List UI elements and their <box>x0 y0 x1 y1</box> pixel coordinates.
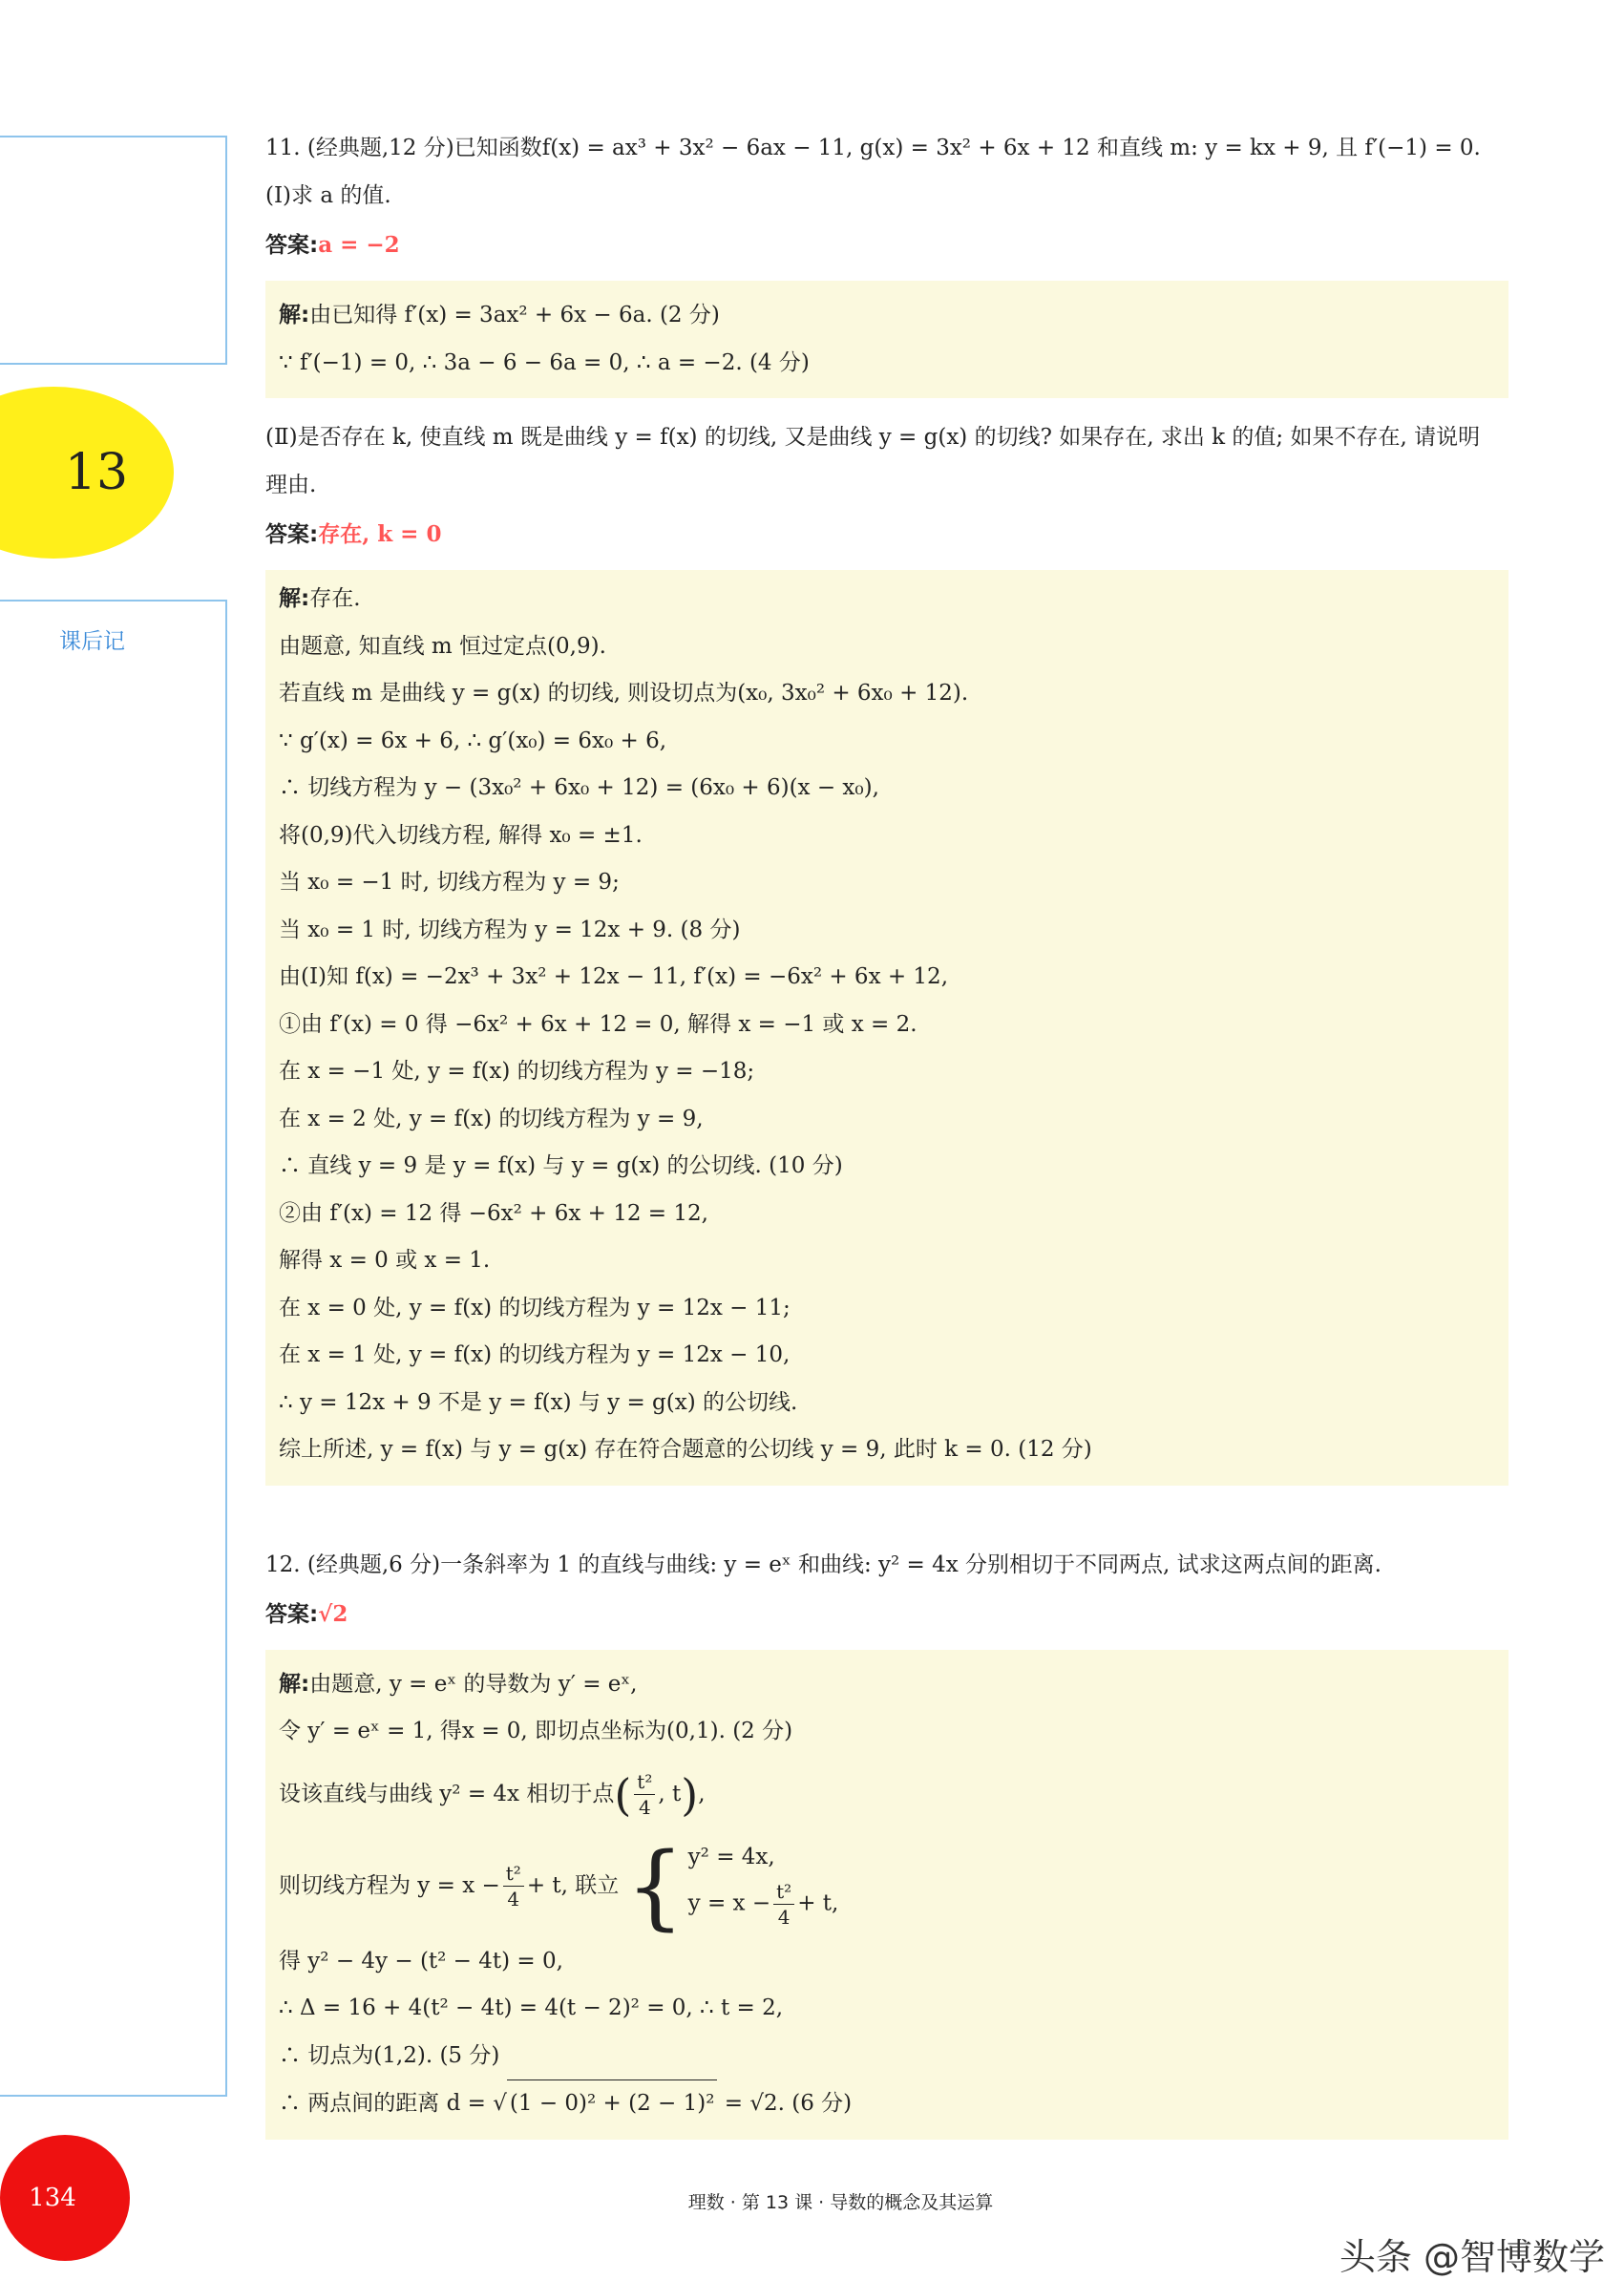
solution-line: 解得 x = 0 或 x = 1. <box>279 1248 491 1273</box>
fraction: $\frac{\text{t²}}{4}$ <box>634 1769 655 1820</box>
q12-solution <box>265 1650 1508 2140</box>
fraction: $\frac{\text{t²}}{4}$ <box>773 1879 794 1930</box>
equation-system: { y² = 4x, y = x − $\frac{\text{t²}}{4}$ + t, <box>625 1832 839 1940</box>
solution-line: 当 x₀ = −1 时, 切线方程为 y = 9; <box>279 870 620 895</box>
answer-label: 答案: <box>265 233 319 258</box>
q11-solution2 <box>265 570 1508 1486</box>
solution-line: 将(0,9)代入切线方程, 解得 x₀ = ±1. <box>279 822 643 848</box>
q11-solution1 <box>265 281 1508 398</box>
solution-line: ∴ 切线方程为 y − (3x₀² + 6x₀ + 12) = (6x₀ + 6)(x − x₀), <box>279 775 879 800</box>
answer-value: a = −2 <box>318 232 400 258</box>
chapter-number: 13 <box>64 444 129 501</box>
solution-line: 由题意, 知直线 m 恒过定点(0,9). <box>279 633 606 659</box>
solution-line: ①由 f′(x) = 0 得 −6x² + 6x + 12 = 0, 解得 x = −1 或 x = 2. <box>279 1011 917 1037</box>
solution-line: ∴ y = 12x + 9 不是 y = f(x) 与 y = g(x) 的公切线. <box>279 1389 798 1415</box>
solution-line: 解:存在. <box>279 586 361 611</box>
page-footer: 理数 · 第 13 课 · 导数的概念及其运算 <box>687 2192 994 2213</box>
solution-line: ∴ 两点间的距离 d = √ (1 − 0)² + (2 − 1)² = √2. (6 分) <box>279 2079 1495 2128</box>
chapter-badge <box>0 387 174 559</box>
solution-line: 在 x = 2 处, y = f(x) 的切线方程为 y = 9, <box>279 1106 704 1131</box>
solution-line: 令 y′ = eˣ = 1, 得x = 0, 即切点坐标为(0,1). (2 分) <box>279 1719 793 1743</box>
page-number: 134 <box>29 2184 76 2212</box>
solution-line: ∴ 直线 y = 9 是 y = f(x) 与 y = g(x) 的公切线. (10 分) <box>279 1153 843 1178</box>
solution-line: 得 y² − 4y − (t² − 4t) = 0, <box>279 1948 563 1974</box>
notes-box <box>0 600 227 2097</box>
solution-line: 在 x = 1 处, y = f(x) 的切线方程为 y = 12x − 10, <box>279 1342 791 1367</box>
solution-line: 综上所述, y = f(x) 与 y = g(x) 存在符合题意的公切线 y = 9, 此时 k = 0. (12 分) <box>279 1437 1092 1462</box>
answer-value: √2 <box>318 1600 348 1627</box>
fraction: $\frac{\text{t²}}{4}$ <box>503 1861 524 1911</box>
q11-stem: 11. (经典题,12 分)已知函数f(x) = ax³ + 3x² − 6ax − 11, g(x) = 3x² + 6x + 12 和直线 m: y = kx + 9, 且 f′(−1) = 0. <box>265 136 1481 160</box>
answer-label: 答案: <box>265 522 319 547</box>
solution-lead: 解: <box>279 1671 310 1697</box>
radical: (1 − 0)² + (2 − 1)² <box>507 2079 718 2128</box>
q11-part2: (Ⅱ)是否存在 k, 使直线 m 既是曲线 y = f(x) 的切线, 又是曲线 y = g(x) 的切线? 如果存在, 求出 k 的值; 如果不存在, 请说明理由. <box>265 425 1481 497</box>
solution-line: ∵ g′(x) = 6x + 6, ∴ g′(x₀) = 6x₀ + 6, <box>279 728 667 753</box>
sidebar-top-box <box>0 136 227 365</box>
solution-line: 设该直线与曲线 y² = 4x 相切于点( $\frac{\text{t²}}{4}$ , t), <box>279 1768 706 1821</box>
solution-lead: 解: <box>279 586 310 611</box>
q11-answer2 <box>265 511 1508 559</box>
solution-line: 在 x = 0 处, y = f(x) 的切线方程为 y = 12x − 11; <box>279 1295 791 1320</box>
solution-line: ②由 f′(x) = 12 得 −6x² + 6x + 12 = 12, <box>279 1200 708 1226</box>
q11-part1: (Ⅰ)求 a 的值. <box>265 183 391 208</box>
content <box>265 124 1508 2155</box>
solution-line: 则切线方程为 y = x − $\frac{\text{t²}}{4}$ + t, 联立 { y² = 4x, y = x − $\frac{\text{t²}}{4}$ + t, <box>279 1832 839 1940</box>
solution-line: 由(Ⅰ)知 f(x) = −2x³ + 3x² + 12x − 11, f′(x) = −6x² + 6x + 12, <box>279 964 949 989</box>
q12-stem: 12. (经典题,6 分)一条斜率为 1 的直线与曲线: y = eˣ 和曲线: y² = 4x 分别相切于不同两点, 试求这两点间的距离. <box>265 1552 1381 1577</box>
solution-line: ∵ f′(−1) = 0, ∴ 3a − 6 − 6a = 0, ∴ a = −2. (4 分) <box>279 349 810 375</box>
watermark: 头条 @智博数学 <box>1339 2236 1605 2278</box>
answer-value: 存在, k = 0 <box>318 521 442 547</box>
answer-label: 答案: <box>265 1601 319 1627</box>
q11-answer1 <box>265 222 1508 269</box>
notes-label: 课后记 <box>59 629 125 654</box>
q12-answer <box>265 1591 1508 1638</box>
solution-line: 在 x = −1 处, y = f(x) 的切线方程为 y = −18; <box>279 1059 755 1084</box>
solution-line: 若直线 m 是曲线 y = g(x) 的切线, 则设切点为(x₀, 3x₀² + 6x₀ + 12). <box>279 681 969 706</box>
solution-line: 解:由已知得 f′(x) = 3ax² + 6x − 6a. (2 分) <box>279 303 720 327</box>
solution-lead: 解: <box>279 303 310 327</box>
solution-line: ∴ Δ = 16 + 4(t² − 4t) = 4(t − 2)² = 0, ∴ t = 2, <box>279 1995 784 2020</box>
solution-line: 当 x₀ = 1 时, 切线方程为 y = 12x + 9. (8 分) <box>279 917 741 942</box>
solution-line: ∴ 切点为(1,2). (5 分) <box>279 2042 500 2068</box>
solution-line: 解:由题意, y = eˣ 的导数为 y′ = eˣ, <box>279 1671 638 1697</box>
